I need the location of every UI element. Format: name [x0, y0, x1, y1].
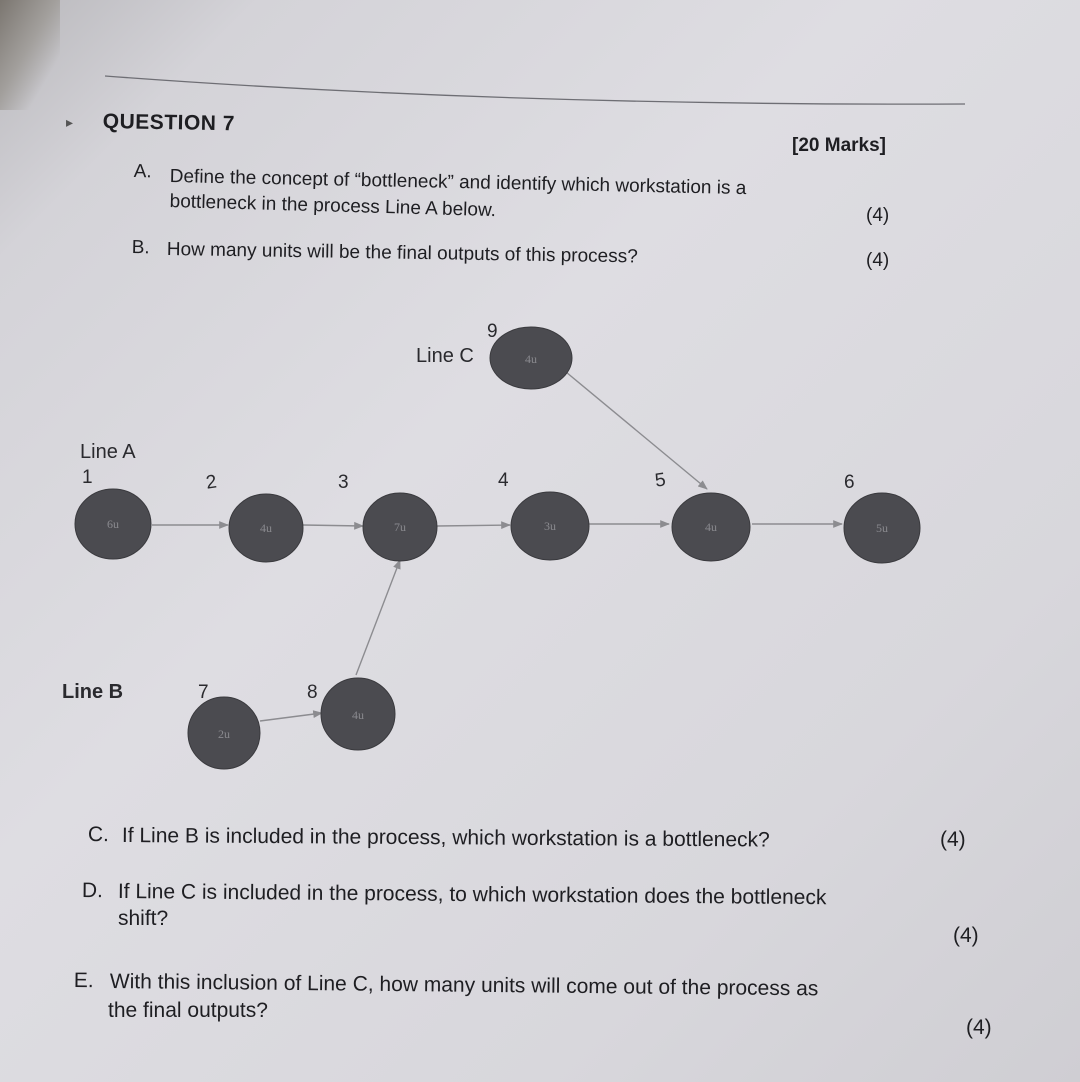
question-c-points: (4): [940, 828, 966, 851]
station-1: [75, 489, 151, 559]
station-8-number: 8: [307, 682, 318, 703]
station-4-capacity: 3u: [544, 519, 556, 533]
station-7: [188, 697, 260, 769]
bullet-icon: ▸: [66, 114, 74, 130]
line-b-label: Line B: [62, 681, 124, 703]
question-b-text: How many units will be the final outputs of this process?: [166, 238, 638, 268]
question-e-text-line2: the final outputs?: [108, 999, 268, 1022]
station-6-number: 6: [844, 472, 855, 493]
station-4-number: 4: [498, 470, 509, 491]
station-5-capacity: 4u: [705, 520, 717, 534]
station-3: [363, 493, 437, 561]
question-e-text-line1: With this inclusion of Line C, how many units will come out of the process as: [109, 969, 819, 1001]
station-9: [490, 327, 572, 389]
station-2-capacity: 4u: [260, 521, 272, 535]
flow-arrow-9-5: [566, 372, 707, 492]
question-c-letter: C.: [87, 823, 109, 847]
station-3-number: 3: [338, 472, 349, 493]
question-b-letter: B.: [131, 236, 150, 259]
station-8-capacity: 4u: [352, 708, 364, 722]
station-2: [229, 494, 303, 562]
question-d-text-line2: shift?: [118, 907, 169, 930]
question-d-text-line1: If Line C is included in the process, to which workstation does the bottleneck: [117, 879, 827, 910]
station-6: [844, 493, 920, 563]
question-a-text-line2: bottleneck in the process Line A below.: [169, 190, 497, 222]
question-d-letter: D.: [81, 878, 103, 903]
station-1-capacity: 6u: [107, 517, 119, 531]
flow-arrow-8-3: [356, 560, 400, 675]
question-a-text-line1: Define the concept of “bottleneck” and identify which workstation is a: [169, 165, 747, 200]
question-title: QUESTION 7: [102, 110, 236, 136]
station-2-number: 2: [204, 471, 219, 494]
workstation-flow-diagram: [0, 300, 1080, 800]
flow-arrow-2-3: [303, 525, 363, 526]
question-e-points: (4): [966, 1016, 992, 1039]
station-9-capacity: 4u: [525, 352, 537, 366]
station-4: [511, 492, 589, 560]
question-a-points: (4): [866, 205, 890, 226]
flow-arrow-3-4: [437, 525, 510, 526]
line-c-label: Line C: [416, 345, 474, 367]
station-7-capacity: 2u: [218, 727, 230, 741]
question-e-letter: E.: [73, 968, 94, 993]
station-8: [321, 678, 395, 750]
station-5-number: 5: [653, 469, 668, 492]
station-5: [672, 493, 750, 561]
top-divider-line: [105, 72, 965, 108]
page-corner-shadow: [0, 0, 60, 110]
question-b-points: (4): [866, 250, 890, 271]
total-marks: [20 Marks]: [792, 135, 886, 156]
line-a-label: Line A: [80, 441, 136, 463]
station-9-number: 9: [487, 321, 498, 342]
station-6-capacity: 5u: [876, 521, 888, 535]
question-c-text: If Line B is included in the process, which workstation is a bottleneck?: [121, 824, 770, 852]
question-a-letter: A.: [133, 160, 152, 183]
flow-arrow-7-8: [260, 713, 322, 721]
station-7-number: 7: [198, 682, 209, 703]
station-3-capacity: 7u: [394, 520, 406, 534]
question-d-points: (4): [953, 924, 979, 947]
station-1-number: 1: [82, 467, 93, 488]
